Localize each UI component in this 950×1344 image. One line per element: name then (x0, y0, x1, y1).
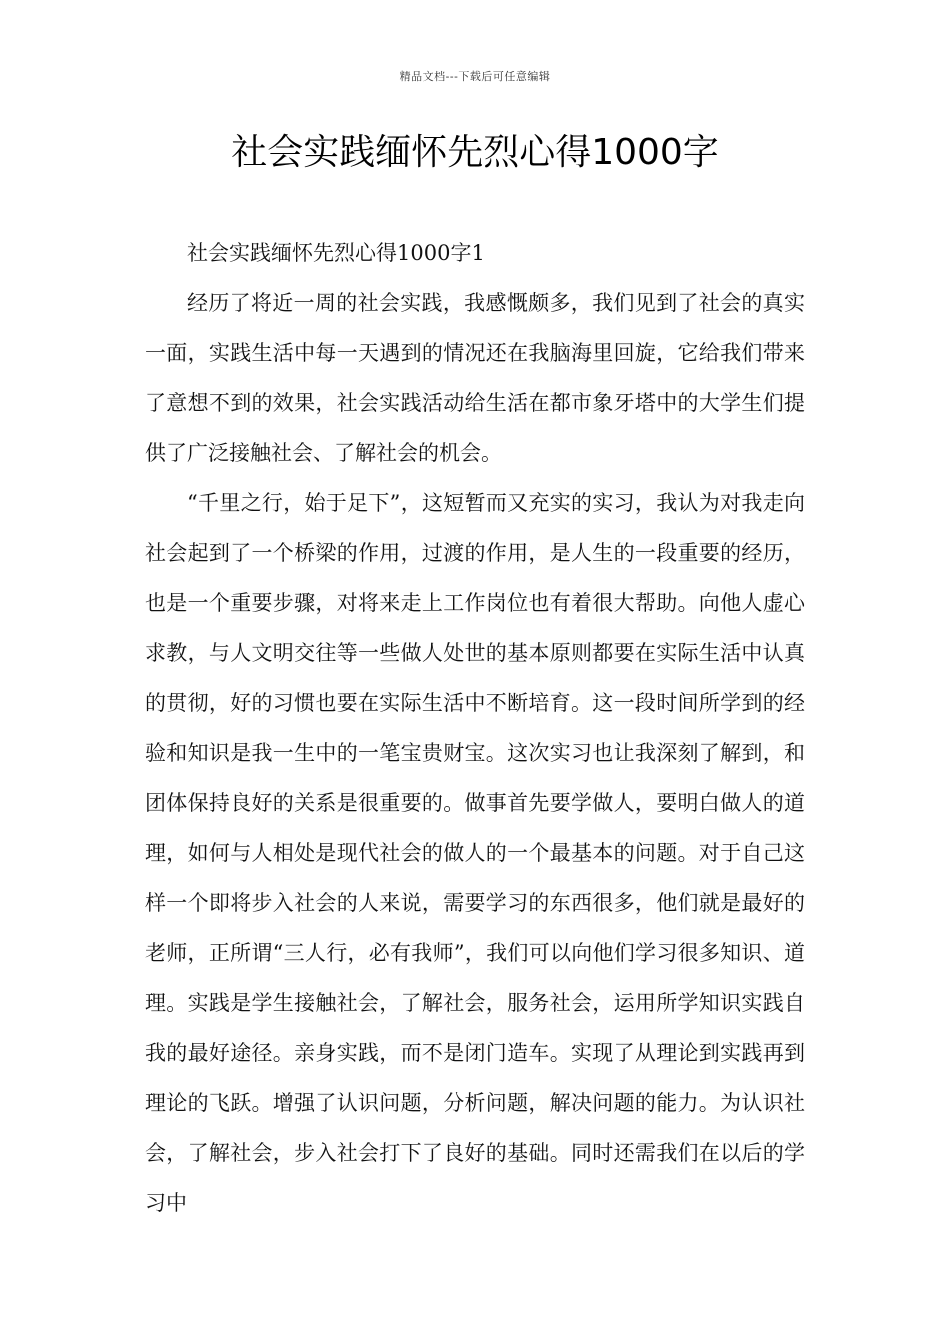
header-note: 精品文档---下载后可任意编辑 (399, 70, 551, 83)
document-title: 社会实践缅怀先烈心得1000字 (231, 132, 719, 173)
paragraph: “千里之行，始于足下”，这短暂而又充实的实习，我认为对我走向社会起到了一个桥梁的作用，过渡的作用，是人生的一段重要的经历，也是一个重要步骤，对将来走上工作岗位也有着很大帮助。向他人虚心求教，与人文明交往等一些做人处世的基本原则都要在实际生活中认真的贯彻，好的习惯也要在实际生活中不断培育。这一段时间所学到的经验和知识是我一生中的一笔宝贵财宝。这次实习也让我深刻了解到，和团体保持良好的关系是很重要的。做事首先要学做人，要明白做人的道理，如何与人相处是现代社会的做人的一个最基本的问题。对于自己这样一个即将步入社会的人来说，需要学习的东西很多，他们就是最好的老师，正所谓“三人行，必有我师”，我们可以向他们学习很多知识、道理。实践是学生接触社会，了解社会，服务社会，运用所学知识实践自我的最好途径。亲身实践，而不是闭门造车。实现了从理论到实践再到理论的飞跃。增强了认识问题，分析问题，解决问题的能力。为认识社会，了解社会，步入社会打下了良好的基础。同时还需我们在以后的学习中 (145, 491, 805, 1215)
document-body (145, 228, 805, 1228)
section-heading: 社会实践缅怀先烈心得1000字1 (187, 241, 485, 265)
paragraph: 经历了将近一周的社会实践，我感慨颇多，我们见到了社会的真实一面，实践生活中每一天遇到的情况还在我脑海里回旋，它给我们带来了意想不到的效果，社会实践活动给生活在都市象牙塔中的大学生们提供了广泛接触社会、了解社会的机会。 (145, 291, 805, 465)
